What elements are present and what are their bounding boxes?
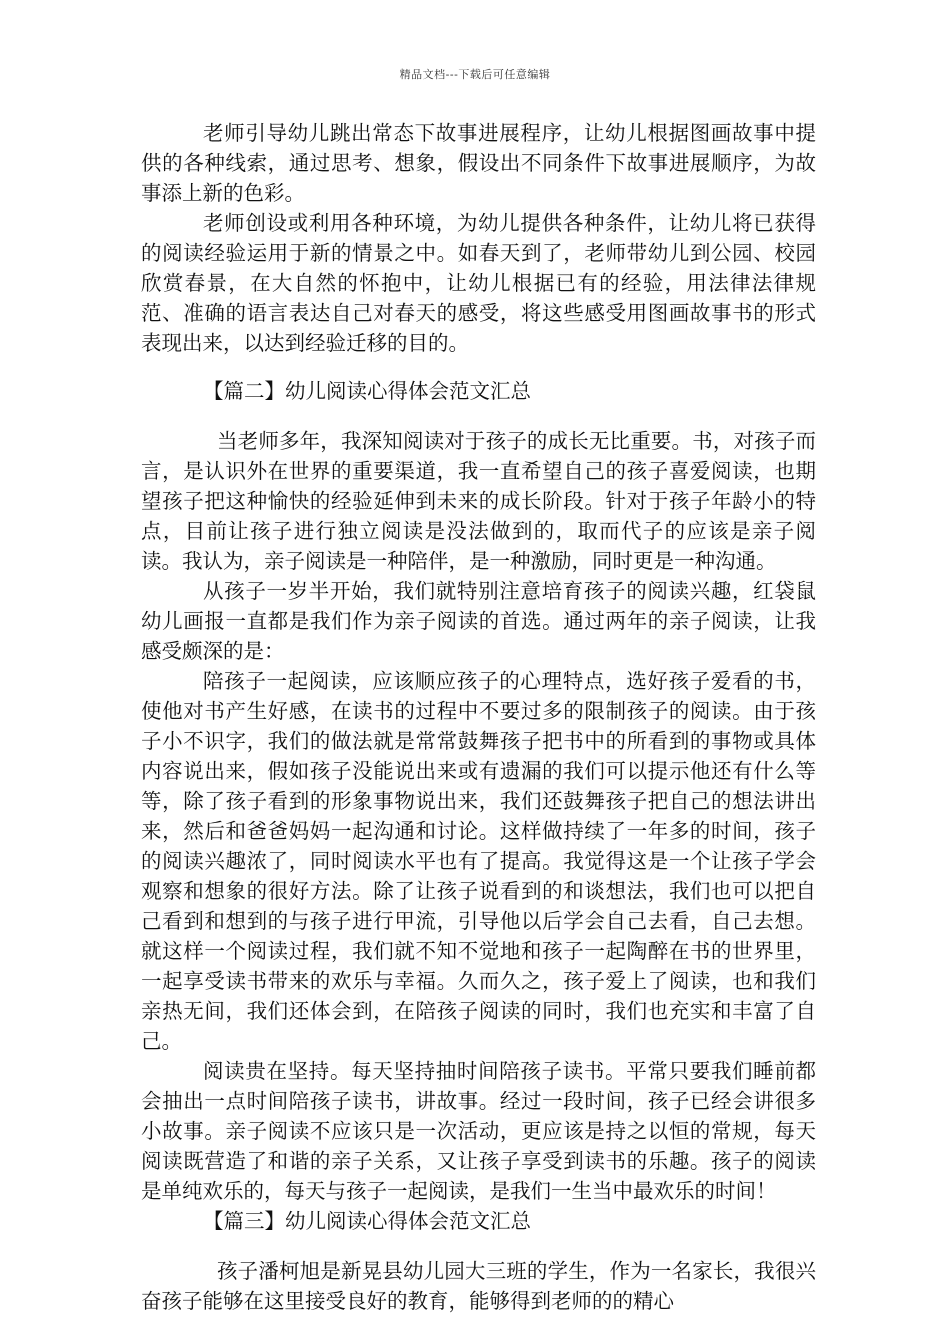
paragraph: 陪孩子一起阅读，应该顺应孩子的心理特点，选好孩子爱看的书，使他对书产生好感，在读书的过程中不要过多的限制孩子的阅读。由于孩子小不识字，我们的做法就是常常鼓舞孩子把书中的所看到的事物或具体内容说出来，假如孩子没能说出来或有遗漏的我们可以提示他还有什么等等，除了孩子看到的形象事物说出来，我们还鼓舞孩子把自己的想法讲出来，然后和爸爸妈妈一起沟通和讨论。这样做持续了一年多的时间，孩子的阅读兴趣浓了，同时阅读水平也有了提高。我觉得这是一个让孩子学会观察和想象的很好方法。除了让孩子说看到的和谈想法，我们也可以把自己看到和想到的与孩子进行甲流，引导他以后学会自己去看，自己去想。就这样一个阅读过程，我们就不知不觉地和孩子一起陶醉在书的世界里，一起享受读书带来的欢乐与幸福。久而久之，孩子爱上了阅读，也和我们亲热无间，我们还体会到，在陪孩子阅读的同时，我们也充实和丰富了自己。 [141,669,816,1053]
paragraph: 阅读贵在坚持。每天坚持抽时间陪孩子读书。平常只要我们睡前都会抽出一点时间陪孩子读书，讲故事。经过一段时间，孩子已经会讲很多小故事。亲子阅读不应该只是一次活动，更应该是持之以恒的常规，每天阅读既营造了和谐的亲子关系，又让孩子享受到读书的乐趣。孩子的阅读是单纯欢乐的，每天与孩子一起阅读，是我们一生当中最欢乐的时间！ [141,1059,816,1203]
page-header: 精品文档---下载后可任意编辑 [399,68,551,81]
section-heading: 【篇三】幼儿阅读心得体会范文汇总 [203,1209,531,1233]
section-heading: 【篇二】幼儿阅读心得体会范文汇总 [203,379,531,403]
paragraph: 孩子潘柯旭是新晃县幼儿园大三班的学生，作为一名家长，我很兴奋孩子能够在这里接受良好的教育，能够得到老师的的精心 [141,1259,816,1313]
paragraph: 老师创设或利用各种环境，为幼儿提供各种条件，让幼儿将已获得的阅读经验运用于新的情景之中。如春天到了，老师带幼儿到公园、校园欣赏春景，在大自然的怀抱中，让幼儿根据已有的经验，用法律法律规范、准确的语言表达自己对春天的感受，将这些感受用图画故事书的形式表现出来，以达到经验迁移的目的。 [141,211,816,355]
paragraph: 老师引导幼儿跳出常态下故事进展程序，让幼儿根据图画故事中提供的各种线索，通过思考、想象，假设出不同条件下故事进展顺序，为故事添上新的色彩。 [141,121,816,205]
document-body [141,118,816,1316]
paragraph: 从孩子一岁半开始，我们就特别注意培育孩子的阅读兴趣，红袋鼠幼儿画报一直都是我们作为亲子阅读的首选。通过两年的亲子阅读，让我感受颇深的是： [141,579,816,663]
paragraph: 当老师多年，我深知阅读对于孩子的成长无比重要。书，对孩子而言，是认识外在世界的重要渠道，我一直希望自己的孩子喜爱阅读，也期望孩子把这种愉快的经验延伸到未来的成长阶段。针对于孩子年龄小的特点，目前让孩子进行独立阅读是没法做到的，取而代子的应该是亲子阅读。我认为，亲子阅读是一种陪伴，是一种激励，同时更是一种沟通。 [141,429,816,573]
